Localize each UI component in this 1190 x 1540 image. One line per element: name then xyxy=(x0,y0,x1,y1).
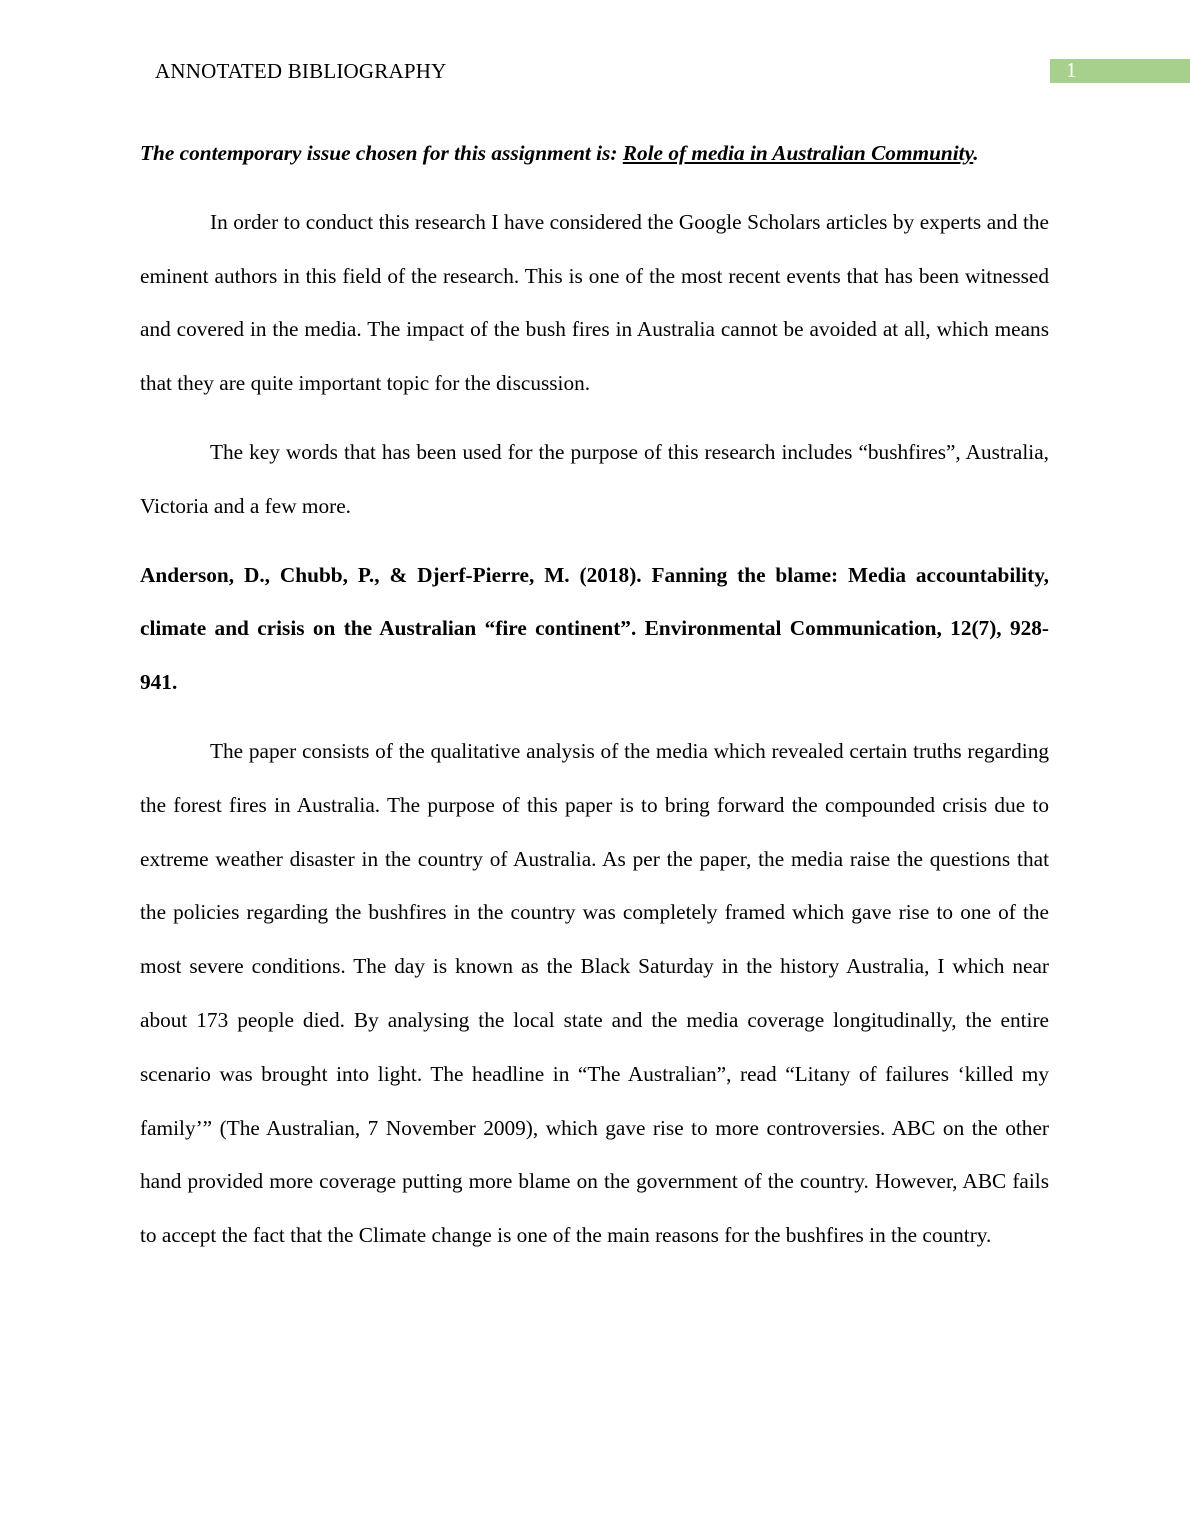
issue-topic: Role of media in Australian Community xyxy=(622,141,974,165)
document-body xyxy=(140,127,1049,1278)
page-number: 1 xyxy=(1066,58,1077,82)
running-header-title: ANNOTATED BIBLIOGRAPHY xyxy=(155,59,447,83)
citation-entry: Anderson, D., Chubb, P., & Djerf-Pierre, M. (2018). Fanning the blame: Media accountability, climate and crisis on the Australian “fire continent”. Environmental Communication, 12(7), 928-941. xyxy=(140,562,1049,695)
issue-end: . xyxy=(973,141,979,165)
issue-statement xyxy=(140,127,1049,181)
keywords-paragraph: The key words that has been used for the purpose of this research includes “bushfires”, Australia, Victoria and a few more. xyxy=(140,439,1049,518)
page-number-band xyxy=(1050,59,1190,83)
annotation-paragraph: The paper consists of the qualitative analysis of the media which revealed certain truths regarding the forest fires in Australia. The purpose of this paper is to bring forward the compounded crisis due to extreme weather disaster in the country of Australia. As per the paper, the media raise the questions that the policies regarding the bushfires in the country was completely framed which gave rise to one of the most severe conditions. The day is known as the Black Saturday in the history Australia, I which near about 173 people died. By analysing the local state and the media coverage longitudinally, the entire scenario was brought into light. The headline in “The Australian”, read “Litany of failures ‘killed my family’” (The Australian, 7 November 2009), which gave rise to more controversies. ABC on the other hand provided more coverage putting more blame on the government of the country. However, ABC fails to accept the fact that the Climate change is one of the main reasons for the bushfires in the country. xyxy=(140,738,1049,1248)
issue-lead: The contemporary issue chosen for this assignment is: xyxy=(140,141,623,165)
intro-paragraph: In order to conduct this research I have considered the Google Scholars articles by experts and the eminent authors in this field of the research. This is one of the most recent events that has been witnessed and covered in the media. The impact of the bush fires in Australia cannot be avoided at all, which means that they are quite important topic for the discussion. xyxy=(140,209,1049,396)
